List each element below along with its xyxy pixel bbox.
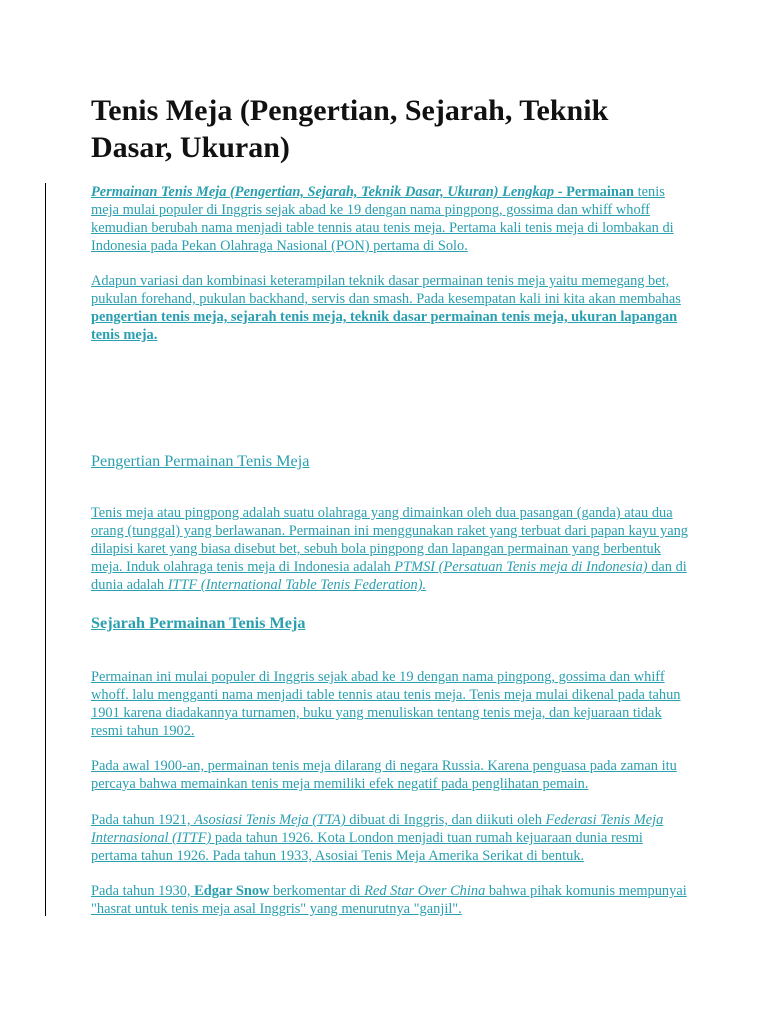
ptmsi-link[interactable]: PTMSI (Persatuan Tenis meja di Indonesia) [394, 559, 648, 575]
sejarah-p3-b: dibuat di Inggris, dan diikuti oleh [345, 812, 546, 828]
intro-text: tenis meja mulai populer di Inggris sejak abad ke 19 dengan nama pingpong, gossima dan whiff whoff kemudian berubah nama menjadi table tennis atau tenis meja. Pertama kali tenis meja di lombakan di Indonesia pada Pekan Olahraga Nasional (PON) pertama di Solo. [91, 184, 674, 254]
sejarah-p4-a: Pada tahun 1930, [91, 883, 195, 899]
sejarah-p4-b: berkomentar di [269, 883, 365, 899]
intro2-text: Adapun variasi dan kombinasi keterampilan teknik dasar permainan tenis meja yaitu memegang bet, pukulan forehand, pukulan backhand, servis dan smash. Pada kesempatan kali ini kita akan membahas [91, 273, 681, 307]
intro-article-link[interactable]: Permainan Tenis Meja (Pengertian, Sejarah, Teknik Dasar, Ukuran) Lengkap [91, 184, 555, 200]
sejarah-p2-text: Pada awal 1900-an, permainan tenis meja dilarang di negara Russia. Karena penguasa pada zaman itu percaya bahwa memainkan tenis meja memiliki efek negatif pada penglihatan pemain. [91, 758, 677, 792]
left-margin-rule [45, 183, 46, 916]
sejarah-paragraph-2 [91, 757, 691, 793]
pengertian-mid-text: dan di dunia adalah [91, 559, 687, 593]
section-heading-pengertian: Pengertian Permainan Tenis Meja [91, 452, 310, 470]
intro-paragraph [91, 183, 691, 255]
ittf-federasi-link[interactable]: Federasi Tenis Meja Internasional (ITTF) [91, 812, 664, 846]
pengertian-text: Tenis meja atau pingpong adalah suatu olahraga yang dimainkan oleh dua pasangan (ganda) atau dua orang (tunggal) yang berlawanan. Permainan ini menggunakan raket yang terbuat dari papan kayu yang dilapisi karet yang biasa disebut bet, sebuh bola pingpong dan lapangan permainan yang berbentuk meja. Induk olahraga tenis meja di Indonesia adalah [91, 505, 688, 575]
red-star-link[interactable]: Red Star Over China [364, 883, 486, 899]
sejarah-paragraph-1 [91, 668, 691, 740]
intro2-paragraph [91, 272, 691, 344]
pengertian-paragraph [91, 504, 691, 594]
sejarah-paragraph-3 [91, 811, 691, 865]
edgar-snow-link[interactable]: Edgar Snow [194, 883, 270, 899]
section-heading-sejarah: Sejarah Permainan Tenis Meja [91, 614, 306, 632]
sejarah-p3-a: Pada tahun 1921, [91, 812, 195, 828]
tta-link[interactable]: Asosiasi Tenis Meja (TTA) [194, 812, 346, 828]
sejarah-p3-c: pada tahun 1926. Kota London menjadi tuan rumah kejuaraan dunia resmi pertama tahun 1926. Pada tahun 1933, Asosiai Tenis Meja Amerika Serikat di bentuk. [91, 830, 643, 864]
page-title: Tenis Meja (Pengertian, Sejarah, Teknik Dasar, Ukuran) [91, 94, 609, 164]
sejarah-paragraph-4 [91, 882, 691, 918]
intro-separator: - [554, 184, 567, 200]
sejarah-p1-text: Permainan ini mulai populer di Inggris sejak abad ke 19 dengan nama pingpong, gossima dan whiff whoff. lalu mengganti nama menjadi table tennis atau tenis meja. Tenis meja mulai dikenal pada tahun 1901 karena diadakannya turnamen, buku yang menuliskan tentang tenis meja, dan kejuaraan tidak resmi tahun 1902. [91, 669, 681, 739]
intro-bold-word: Permainan [566, 184, 635, 200]
sejarah-p4-c: bahwa pihak komunis mempunyai "hasrat untuk tenis meja asal Inggris" yang menurutnya "ganjil". [91, 883, 687, 917]
ittf-link[interactable]: ITTF (International Table Tenis Federation). [167, 577, 427, 593]
intro2-bold-topics: pengertian tenis meja, sejarah tenis meja, teknik dasar permainan tenis meja, ukuran lapangan tenis meja. [91, 309, 678, 343]
